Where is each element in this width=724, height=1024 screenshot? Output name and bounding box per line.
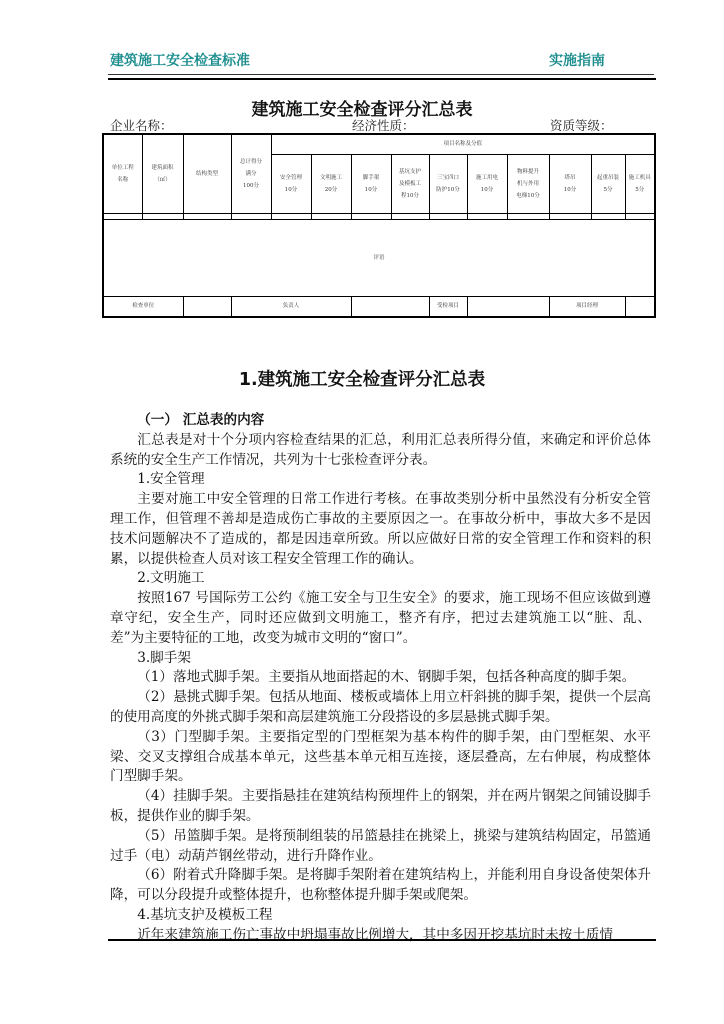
paragraph: 按照167 号国际劳工公约《施工安全与卫生安全》的要求，施工现场不但应该做到遵章守纪，安全生产，同时还应做到文明施工，整齐有序，把过去建筑施工以“脏、乱、差”为主要特征的工地，改变为城市文明的“窗口”。: [110, 590, 651, 646]
paragraph: （4）挂脚手架。主要指悬挂在建筑结构预埋件上的钢架，并在两片钢架之间铺设脚手板，提供作业的脚手架。: [110, 788, 651, 824]
paragraph: （6）附着式升降脚手架。是将脚手架附着在建筑结构上，并能利用自身设备使架体升降，可以分段提升或整体提升，也称整体提升脚手架或爬架。: [110, 867, 651, 904]
paragraph: （5）吊篮脚手架。是将预制组装的吊篮悬挂在挑梁上，挑梁与建筑结构固定，吊篮通过手（电）动葫芦钢丝带动，进行升降作业。: [110, 827, 651, 864]
paragraph: 2.文明施工: [137, 570, 205, 587]
subsection-heading: （一） 汇总表的内容: [137, 412, 265, 428]
col-header-line: 脚手架: [362, 174, 380, 181]
col-header-line: 施工机具: [628, 174, 651, 181]
col-header-line: 基坑支护: [398, 168, 421, 175]
col-header: [183, 134, 231, 214]
col-header: [271, 155, 311, 214]
paragraph: （1）落地式脚手架。主要指从地面搭起的木、钢脚手架，包括各种高度的脚手架。: [137, 669, 636, 686]
header-rule-thick: [108, 78, 656, 80]
section-title: 1.建筑施工安全检查评分汇总表: [238, 370, 486, 390]
col-header-line: 防护10分: [436, 187, 460, 193]
paragraph: 近年来建筑施工伤亡事故中坍塌事故比例增大，其中多因开挖基坑时未按土质情: [137, 926, 613, 943]
col-header: [311, 155, 351, 214]
col-header-line: 起重吊装: [596, 174, 619, 181]
col-header-line: 安全管理: [279, 174, 302, 181]
col-header: [625, 155, 655, 214]
col-header-line: 5分: [635, 187, 645, 193]
col-header-line: 程10分: [401, 193, 419, 200]
paragraph: 主要对施工中安全管理的日常工作进行考核。在事故类别分析中虽然没有分析安全管理工作，但管理不善却是造成伤亡事故的主要原因之一。在事故分析中，事故大多不是因技术问题解决不了造成的，都是因违章所致。所以应做好日常的安全管理工作和资料的积累，以提供检查人员对该工程安全管理工作的确认。: [110, 491, 651, 567]
col-header-line: 5分: [603, 187, 613, 193]
col-header: [351, 155, 391, 214]
paragraph: 4.基坑支护及模板工程: [137, 906, 273, 923]
col-header: [231, 134, 271, 214]
col-header-line: 建筑面积: [151, 164, 174, 171]
col-header-line: 电梯10分: [516, 193, 540, 200]
col-header-line: 文明施工: [319, 174, 342, 181]
col-header-line: 10分: [563, 187, 577, 193]
col-header: [467, 155, 507, 214]
col-header-line: 100分: [243, 183, 259, 190]
paragraph: （2）悬挑式脚手架。包括从地面、楼板或墙体上用立杆斜挑的脚手架，提供一个层高的使用高度的外挑式脚手架和高层建筑施工分段搭设的多层悬挑式脚手架。: [110, 689, 651, 725]
col-header: [591, 155, 625, 214]
col-header-line: 满分: [245, 170, 257, 177]
person-value[interactable]: [351, 297, 429, 318]
manager-label: 项目经理: [549, 297, 625, 318]
col-header-line: 10分: [480, 187, 494, 193]
col-header-line: 塔吊: [564, 174, 576, 181]
paragraph: 3.脚手架: [137, 649, 191, 666]
paragraph: 汇总表是对十个分项内容检查结果的汇总，利用汇总表所得分值，来确定和评价总体系统的安全生产工作情况，共列为十七张检查评分表。: [110, 431, 651, 468]
person-label: 负责人: [231, 297, 351, 318]
manager-value[interactable]: [625, 297, 655, 318]
col-header: [391, 155, 429, 214]
inspected-label: 受检项目: [429, 297, 467, 318]
comment-cell[interactable]: [103, 220, 655, 297]
inspected-value[interactable]: [467, 297, 549, 318]
paragraph: （3）门型脚手架。主要指定型的门型框架为基本构件的脚手架，由门型框架、水平梁、交叉支撑组合成基本单元，这些基本单元相互连接，逐层叠高，左右伸展，构成整体门型脚手架。: [110, 728, 651, 785]
header-title-right: 实施指南: [549, 53, 605, 69]
group-header: 项目名称及分值: [271, 134, 655, 155]
col-header: [549, 155, 591, 214]
comment-label: 评语: [373, 254, 385, 261]
inspector-value[interactable]: [183, 297, 231, 318]
col-header-line: 物料提升: [516, 168, 539, 175]
col-header-line: （㎡）: [154, 177, 171, 183]
score-summary-table: [102, 133, 656, 318]
col-header-line: 10分: [364, 187, 378, 193]
col-header-line: 三宝四口: [436, 174, 459, 181]
col-header: [103, 134, 142, 214]
col-header-line: 10分: [284, 187, 298, 193]
inspector-label: 检查单位: [103, 297, 183, 318]
col-header-line: 结构类型: [195, 170, 218, 177]
col-header-line: 及模板工: [398, 180, 421, 187]
col-header: [142, 134, 183, 214]
col-header-line: 机与外用: [516, 180, 539, 187]
header-title-left: 建筑施工安全检查标准: [110, 53, 250, 69]
col-header: [429, 155, 467, 214]
col-header-line: 20分: [324, 187, 338, 193]
economy-label: 经济性质：: [352, 118, 415, 133]
footer-rule: [108, 939, 656, 941]
company-label: 企业名称：: [110, 118, 173, 133]
col-header-line: 总计得分: [239, 158, 262, 165]
section-body: [110, 411, 651, 946]
col-header-line: 施工用电: [475, 174, 498, 181]
col-header-line: 单位工程: [111, 164, 134, 171]
form-title: 建筑施工安全检查评分汇总表: [251, 100, 473, 120]
paragraph: 1.安全管理: [137, 471, 205, 488]
qualification-label: 资质等级：: [550, 118, 613, 133]
col-header: [507, 155, 549, 214]
col-header-line: 名称: [117, 177, 129, 183]
header-rule-thin: [108, 74, 654, 75]
